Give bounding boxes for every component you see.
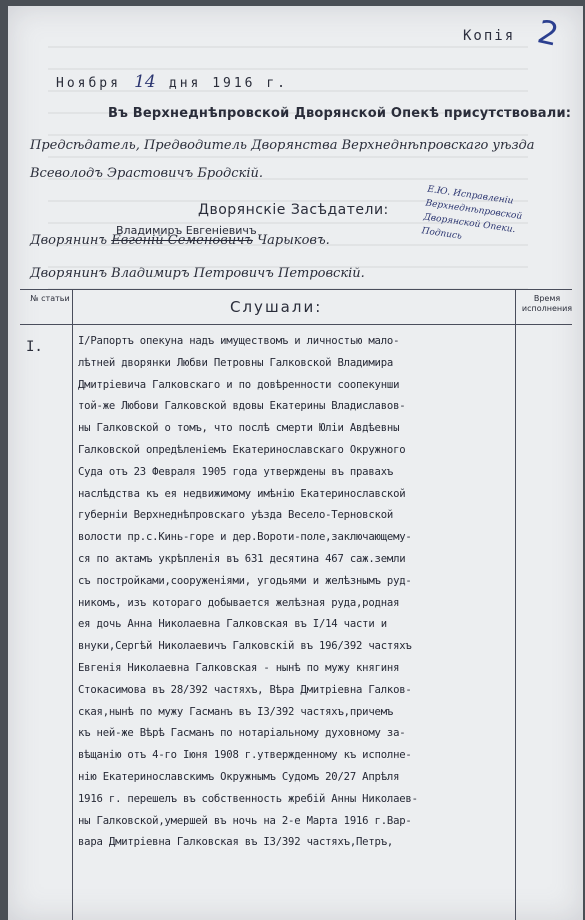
table-left-rule	[72, 289, 73, 920]
handwritten-copy-number: 2	[534, 12, 563, 54]
text-line: вара Дмитріевна Галковская въ I3/392 частяхъ,Петръ,	[78, 836, 394, 849]
column-header-listened: Слушали:	[230, 298, 323, 316]
date-day-handwritten: 14	[134, 72, 156, 92]
handwritten-margin-note: Е.Ю. Исправленіи Верхнеднѣпровской Дворянской Опеки. Подпись	[420, 184, 523, 242]
text-line: Евгенія Николаевна Галковская - нынѣ по мужу княгиня	[78, 661, 400, 674]
text-line: нію Екатеринославскимъ Окружнымъ Судомъ 20/27 Апрѣля	[78, 770, 400, 783]
text-line: волости пр.с.Кинь-горе и дер.Вороти-поле,заключающему-	[78, 531, 412, 544]
text-line: съ постройками,сооруженіями, угодьями и желѣзнымъ руд-	[78, 574, 412, 587]
assessor-1-surname: Чарыковъ.	[257, 233, 330, 248]
text-line: I/Рапортъ опекуна надъ имуществомъ и личностью мало-	[78, 335, 400, 347]
text-line: лѣтней дворянки Любви Петровны Галковской Владимира	[78, 356, 394, 369]
text-line: вѣщанію отъ 4-го Іюня 1908 г.утвержденному къ исполне-	[78, 749, 412, 762]
text-line: Суда отъ 23 Февраля 1905 года утверждены въ правахъ	[78, 465, 394, 478]
text-line: Стокасимова въ 28/392 частяхъ, Вѣра Дмитріевна Галков-	[78, 683, 412, 696]
text-line: наслѣдства къ ея недвижимому имѣнію Екатеринославской	[78, 487, 406, 500]
date-rest: дня 1916 г.	[168, 76, 288, 91]
typed-correction: Владимиръ Евгеніевичъ	[116, 224, 257, 237]
date-line	[56, 72, 288, 92]
text-line: никомъ, изъ котораго добывается желѣзная руда,родная	[78, 596, 400, 609]
assessors-title: Дворянскіе Засѣдатели:	[198, 202, 389, 218]
date-month: Ноября	[56, 76, 121, 91]
text-line: ская,нынѣ по мужу Гасманъ въ I3/392 частяхъ,причемъ	[78, 705, 394, 718]
text-line: ны Галковской о томъ, что послѣ смерти Юліи Авдѣевны	[78, 422, 400, 435]
report-text	[78, 331, 514, 854]
session-heading: Въ Верхнеднѣпровской Дворянской Опекѣ присутствовали:	[108, 106, 572, 121]
chairman-line-2: Всеволодъ Эрастовичъ Бродскій.	[30, 166, 263, 181]
text-line: внуки,Сергѣй Николаевичъ Галковскій въ 196/392 частяхъ	[78, 640, 412, 653]
assessor-1	[30, 233, 330, 248]
text-line: той-же Любови Галковской вдовы Екатерины Владиславов-	[78, 400, 406, 413]
text-line: ся по актамъ укрѣпленія въ 631 десятина 467 саж.земли	[78, 552, 406, 565]
table-right-rule	[515, 289, 516, 920]
assessor-2: Дворянинъ Владимиръ Петровичъ Петровскій.	[30, 266, 365, 281]
column-header-time: Время исполнения	[521, 294, 573, 313]
item-number: I.	[26, 339, 43, 355]
table-header-rule	[20, 324, 572, 325]
text-line: къ ней-же Вѣрѣ Гасманъ по нотаріальному духовному за-	[78, 727, 406, 740]
text-line: губерніи Верхнеднѣпровскаго уѣзда Весело-Терновской	[78, 509, 394, 522]
table-top-rule	[20, 289, 572, 290]
column-header-number: № статьи	[30, 294, 70, 303]
text-line: ны Галковской,умершей въ ночь на 2-е Марта 1916 г.Вар-	[78, 814, 412, 827]
document-page	[8, 6, 583, 920]
text-line: 1916 г. перешелъ въ собственность жребій Анны Николаев-	[78, 792, 418, 805]
text-line: Галковской опредѣленіемъ Екатеринославскаго Окружного	[78, 443, 406, 456]
text-line: ея дочь Анна Николаевна Галковская въ I/14 части и	[78, 618, 387, 631]
chairman-line-1: Предсѣдатель, Предводитель Дворянства Верхнеднѣпровскаго уѣзда	[30, 138, 535, 153]
assessor-1-prefix: Дворянинъ	[30, 233, 108, 248]
copy-label: Копія	[463, 28, 516, 44]
text-line: Дмитріевича Галковскаго и по довѣренности соопекунши	[78, 378, 400, 391]
assessor-1-struck-name: Евгеній Семеновичъ	[111, 233, 253, 248]
